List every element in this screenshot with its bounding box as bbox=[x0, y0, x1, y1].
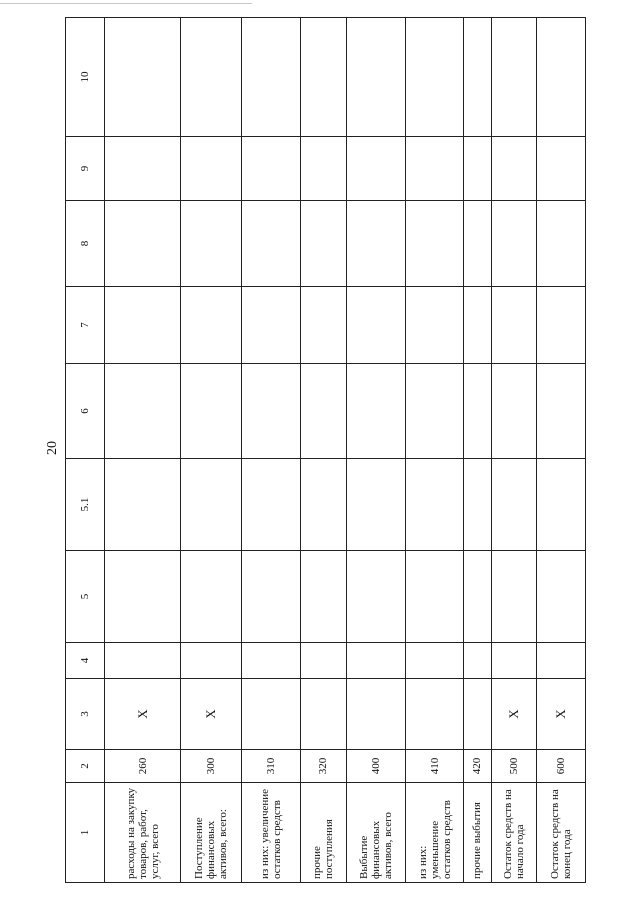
table-row bbox=[491, 18, 537, 883]
row-code: 320 bbox=[301, 750, 347, 783]
row-code: 260 bbox=[105, 750, 181, 783]
row-label: прочие поступления bbox=[301, 783, 347, 883]
row-code: 500 bbox=[491, 750, 537, 783]
col-header-6: 6 bbox=[66, 364, 105, 459]
row-mark bbox=[405, 679, 463, 750]
row-label: расходы на закупку товаров, работ, услуг, всего bbox=[105, 783, 181, 883]
row-mark bbox=[464, 679, 492, 750]
row-label: Выбытие финансовых активов, всего bbox=[346, 783, 405, 883]
row-mark bbox=[241, 679, 300, 750]
row-code: 600 bbox=[537, 750, 586, 783]
row-mark: X bbox=[537, 679, 586, 750]
rotated-table-container bbox=[65, 18, 586, 883]
row-label: из них: уменьшение остатков средств bbox=[405, 783, 463, 883]
row-label: Остаток средств на начало года bbox=[491, 783, 537, 883]
col-header-3: 3 bbox=[66, 679, 105, 750]
top-edge-line bbox=[0, 3, 252, 4]
col-header-9: 9 bbox=[66, 137, 105, 201]
row-code: 410 bbox=[405, 750, 463, 783]
row-label: из них: увеличение остатков средств bbox=[241, 783, 300, 883]
col-header-5: 5 bbox=[66, 551, 105, 643]
table-row bbox=[464, 18, 492, 883]
table-row bbox=[181, 18, 241, 883]
table-row bbox=[405, 18, 463, 883]
row-mark: X bbox=[105, 679, 181, 750]
col-header-5-1: 5.1 bbox=[66, 459, 105, 551]
col-header-8: 8 bbox=[66, 201, 105, 287]
table-row bbox=[346, 18, 405, 883]
row-label: прочие выбытия bbox=[464, 783, 492, 883]
row-mark bbox=[301, 679, 347, 750]
row-code: 300 bbox=[181, 750, 241, 783]
row-mark: X bbox=[181, 679, 241, 750]
table-row bbox=[241, 18, 300, 883]
col-header-1: 1 bbox=[66, 783, 105, 883]
table-row bbox=[105, 18, 181, 883]
col-header-4: 4 bbox=[66, 643, 105, 679]
table-row bbox=[537, 18, 586, 883]
header-row bbox=[66, 18, 105, 883]
row-code: 400 bbox=[346, 750, 405, 783]
row-label: Остаток средств на конец года bbox=[537, 783, 586, 883]
col-header-7: 7 bbox=[66, 287, 105, 364]
finance-table bbox=[65, 17, 586, 883]
page-number: 20 bbox=[45, 441, 60, 455]
col-header-2: 2 bbox=[66, 750, 105, 783]
row-mark bbox=[346, 679, 405, 750]
col-header-10: 10 bbox=[66, 18, 105, 137]
row-code: 310 bbox=[241, 750, 300, 783]
row-mark: X bbox=[491, 679, 537, 750]
row-code: 420 bbox=[464, 750, 492, 783]
row-label: Поступление финансовых активов, всего: bbox=[181, 783, 241, 883]
table-row bbox=[301, 18, 347, 883]
